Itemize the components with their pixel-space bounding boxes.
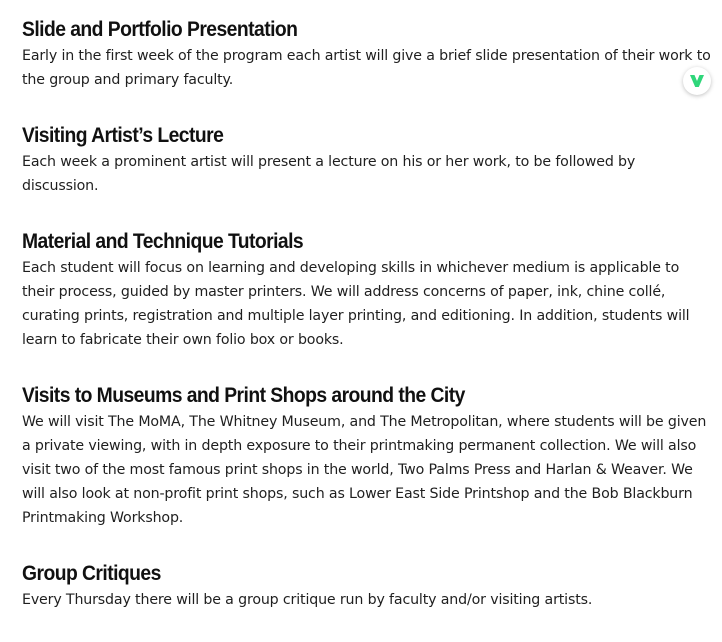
section-body: We will visit The MoMA, The Whitney Museum, and The Metropolitan, where students will be given a private viewing, with in depth exposure to their printmaking permanent collection. We will also visit two of the most famous print shops in the world, Two Palms Press and Harlan & Weaver. We will also look at non-profit print shops, such as Lower East Side Printshop and the Bob Blackburn Printmaking Workshop.	[22, 414, 707, 526]
section-heading: Material and Technique Tutorials	[22, 230, 304, 253]
section-heading: Visits to Museums and Print Shops around the City	[22, 384, 465, 407]
section-material-technique-tutorials	[22, 228, 712, 352]
section-visiting-artist-lecture	[22, 122, 712, 198]
v-logo-icon	[689, 74, 705, 88]
section-heading: Visiting Artist’s Lecture	[22, 124, 224, 147]
section-group-critiques	[22, 560, 712, 612]
section-heading: Slide and Portfolio Presentation	[22, 18, 298, 41]
section-body: Each week a prominent artist will present a lecture on his or her work, to be followed by discussion.	[22, 154, 636, 194]
section-heading: Group Critiques	[22, 562, 161, 585]
main-content	[22, 16, 712, 642]
floating-widget-button[interactable]	[683, 67, 711, 95]
section-slide-presentation	[22, 16, 712, 92]
section-body: Early in the first week of the program each artist will give a brief slide presentation of their work to the group and primary faculty.	[22, 48, 711, 88]
section-museum-visits	[22, 382, 712, 530]
section-body: Each student will focus on learning and developing skills in whichever medium is applicable to their process, guided by master printers. We will address concerns of paper, ink, chine collé, curating prints, registration and multiple layer printing, and editioning. In addition, students will learn to fabricate their own folio box or books.	[22, 260, 690, 348]
section-body: Every Thursday there will be a group critique run by faculty and/or visiting artists.	[22, 592, 593, 608]
